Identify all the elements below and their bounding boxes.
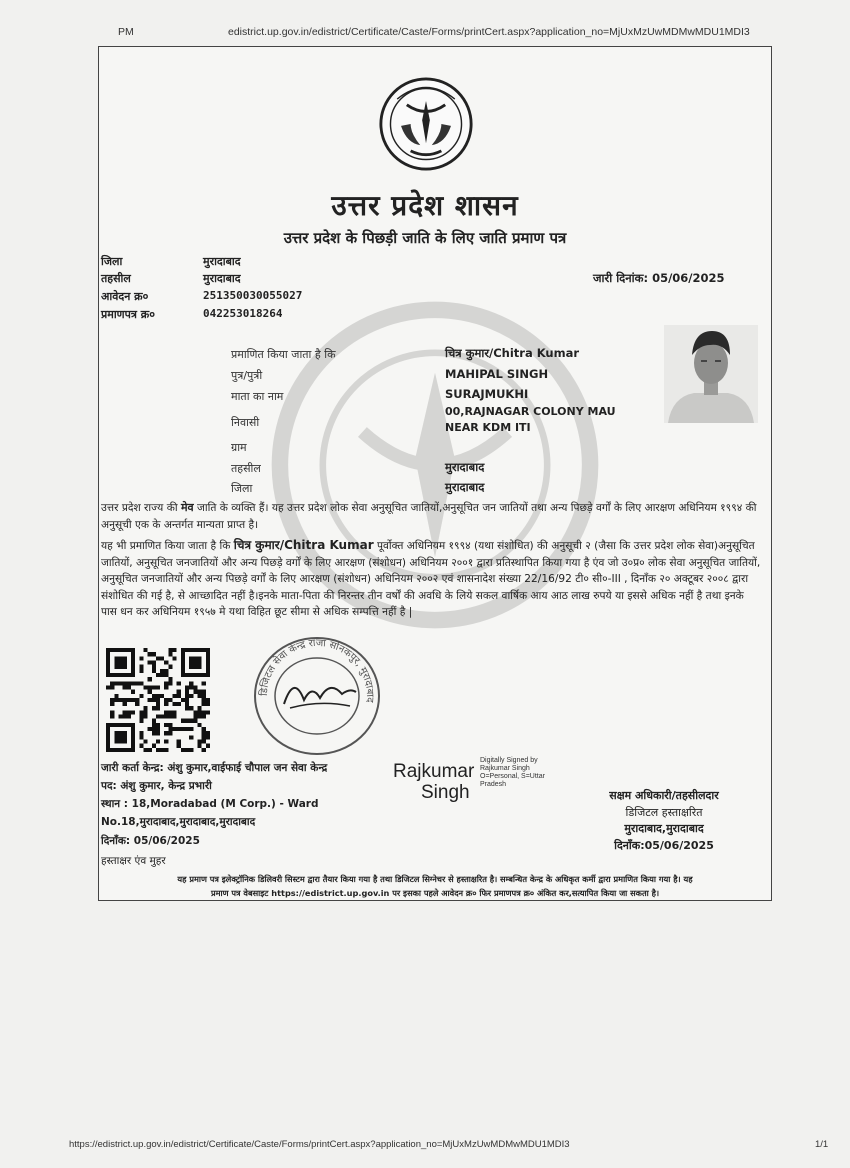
tehsil2-label: तहसील bbox=[231, 462, 261, 475]
issuer-post: पद: अंशु कुमार, केन्द्र प्रभारी bbox=[101, 780, 212, 792]
print-time: PM bbox=[118, 26, 134, 38]
application-value: 251350030055027 bbox=[203, 289, 303, 302]
title: उत्तर प्रदेश शासन bbox=[331, 189, 519, 222]
authority-line-4: दिनाँक:05/06/2025 bbox=[614, 838, 714, 852]
child-of-value: MAHIPAL SINGH bbox=[445, 367, 549, 381]
authority-line-2: डिजिटल हस्ताक्षरित bbox=[625, 805, 703, 819]
issuer-place-2: No.18,मुरादाबाद,मुरादाबाद,मुरादाबाद bbox=[101, 816, 256, 828]
certify-label: प्रमाणित किया जाता है कि bbox=[231, 348, 336, 361]
issue-date: जारी दिनांक: 05/06/2025 bbox=[593, 271, 725, 285]
district2-value: मुरादाबाद bbox=[445, 480, 485, 494]
seal-text: डिजिटल सेवा केन्द्र राजा सोनकपुर, मुरादाबाद bbox=[258, 637, 376, 703]
signer-name-2: Singh bbox=[421, 782, 470, 803]
subtitle: उत्तर प्रदेश के पिछड़ी जाति के लिए जाति प्रमाण पत्र bbox=[283, 229, 567, 247]
qr-code bbox=[106, 648, 210, 752]
center-seal-stamp bbox=[250, 634, 384, 758]
village-label: ग्राम bbox=[231, 441, 247, 454]
district2-label: जिला bbox=[231, 482, 253, 495]
signature-meta-3: O=Personal, S=Uttar bbox=[480, 773, 545, 780]
district-label: जिला bbox=[101, 255, 123, 268]
footnote-line-1: यह प्रमाण पत्र इलेक्ट्रॉनिक डिलिवरी सिस्टम द्वारा तैयार किया गया है तथा डिजिटल सिग्नेचर से हस्ताक्षरित है। सम्बन्धित केन्द्र के अधिकृत कर्मी द्वारा प्रमाणित किया गया है। यह bbox=[177, 874, 693, 884]
print-url: edistrict.up.gov.in/edistrict/Certificate/Caste/Forms/printCert.aspx?application_no=MjUxMzUwMDMwMDU1MDI3 bbox=[228, 26, 750, 38]
authority-block bbox=[574, 788, 754, 854]
issuer-sign-label: हस्ताक्षर एंव मुहर bbox=[101, 855, 166, 867]
footnote bbox=[101, 872, 769, 900]
issuer-date: दिनाँक: 05/06/2025 bbox=[101, 835, 200, 847]
footnote-line-2: प्रमाण पत्र वेबसाइट https://edistrict.up.gov.in पर इसका पहले आवेदन क्र० फिर प्रमाणपत्र क्र० अंकित कर,सत्यापित किया जा सकता है। bbox=[210, 888, 660, 898]
signer-name-1: Rajkumar bbox=[393, 761, 475, 782]
footer-page-number: 1/1 bbox=[815, 1139, 829, 1150]
issuer-place-1: स्थान : 18,Moradabad (M Corp.) - Ward bbox=[101, 798, 319, 810]
district-value: मुरादाबाद bbox=[203, 255, 241, 268]
signature-meta-4: Pradesh bbox=[480, 781, 507, 788]
resident-value-2: NEAR KDM ITI bbox=[445, 421, 531, 434]
certify-value: चित्र कुमार/Chitra Kumar bbox=[445, 346, 580, 360]
caste-paragraph: उत्तर प्रदेश राज्य की मेव जाति के व्यक्ति हैं। यह उत्तर प्रदेश लोक सेवा अनुसूचित जातियों,अनुसूचित जन जातियों तथा अन्य पिछड़े वर्गों के लिए आरक्षण अधिनियम १९९४ की अनुसूची एक के अन्तर्गत मान्यता प्राप्त है। bbox=[101, 501, 757, 531]
signature-meta-1: Digitally Signed by bbox=[480, 757, 538, 764]
certification-paragraph: यह भी प्रमाणित किया जाता है कि चित्र कुमार/Chitra Kumar पूर्वोक्त अधिनियम १९९४ (यथा संशोधित) की अनुसूची २ (जैसा कि उत्तर प्रदेश लोक सेवा)अनुसूचित जातियों, अनुसूचित जनजातियों और अन्य पिछड़े वर्गों के लिए आरक्षण (संशोधन) अधिनियम २००१ द्वारा प्रतिस्थापित किया गया है एंव जो उ०प्र० लोक सेवा अनुसूचित जातियों, अनुसूचित जनजातियों और अन्य पिछड़े वर्गों के लिए आरक्षण (संशोधन) अधिनियम २००२ एवं शासनादेश संख्या 22/16/92 टी० सी०-III , दिनाँक २० अक्टूबर २००८ द्वारा संशोधित की गई है, से आच्छादित नहीं है।इनके माता-पिता की निरन्तर तीन वर्षों की अवधि के लिये सकल वार्षिक आय आठ लाख रुपये या इससे अधिक नहीं है तथा इनके पास धन कर अधिनियम १९५७ मे यथा विहित छूट सीमा से अधिक सम्पत्ति नहीं है | bbox=[101, 538, 761, 619]
tehsil-label: तहसील bbox=[101, 272, 131, 285]
authority-line-3: मुरादाबाद,मुरादाबाद bbox=[624, 822, 704, 835]
child-of-label: पुत्र/पुत्री bbox=[231, 369, 263, 382]
issuer-center: जारी कर्ता केन्द्र: अंशु कुमार,वाईफाई चौपाल जन सेवा केन्द्र bbox=[101, 762, 328, 774]
tehsil2-value: मुरादाबाद bbox=[445, 460, 485, 474]
up-emblem-icon bbox=[378, 76, 474, 172]
resident-value-1: 00,RAJNAGAR COLONY MAU bbox=[445, 405, 616, 418]
resident-label: निवासी bbox=[231, 416, 260, 429]
tehsil-value: मुरादाबाद bbox=[203, 272, 241, 285]
mother-value: SURAJMUKHI bbox=[445, 387, 529, 401]
caste-name: मेव bbox=[180, 501, 194, 514]
signature-meta-2: Rajkumar Singh bbox=[480, 765, 530, 772]
mother-label: माता का नाम bbox=[231, 390, 284, 403]
authority-line-1: सक्षम अधिकारी/तहसीलदार bbox=[609, 789, 719, 802]
certificate-value: 042253018264 bbox=[203, 307, 283, 320]
applicant-photo bbox=[664, 325, 758, 423]
footer-url: https://edistrict.up.gov.in/edistrict/Certificate/Caste/Forms/printCert.aspx?application_no=MjUxMzUwMDMwMDU1MDI3 bbox=[69, 1139, 570, 1150]
application-label: आवेदन क्र० bbox=[101, 290, 149, 303]
certified-person-name: चित्र कुमार/Chitra Kumar bbox=[233, 538, 374, 552]
certificate-label: प्रमाणपत्र क्र० bbox=[101, 308, 155, 321]
